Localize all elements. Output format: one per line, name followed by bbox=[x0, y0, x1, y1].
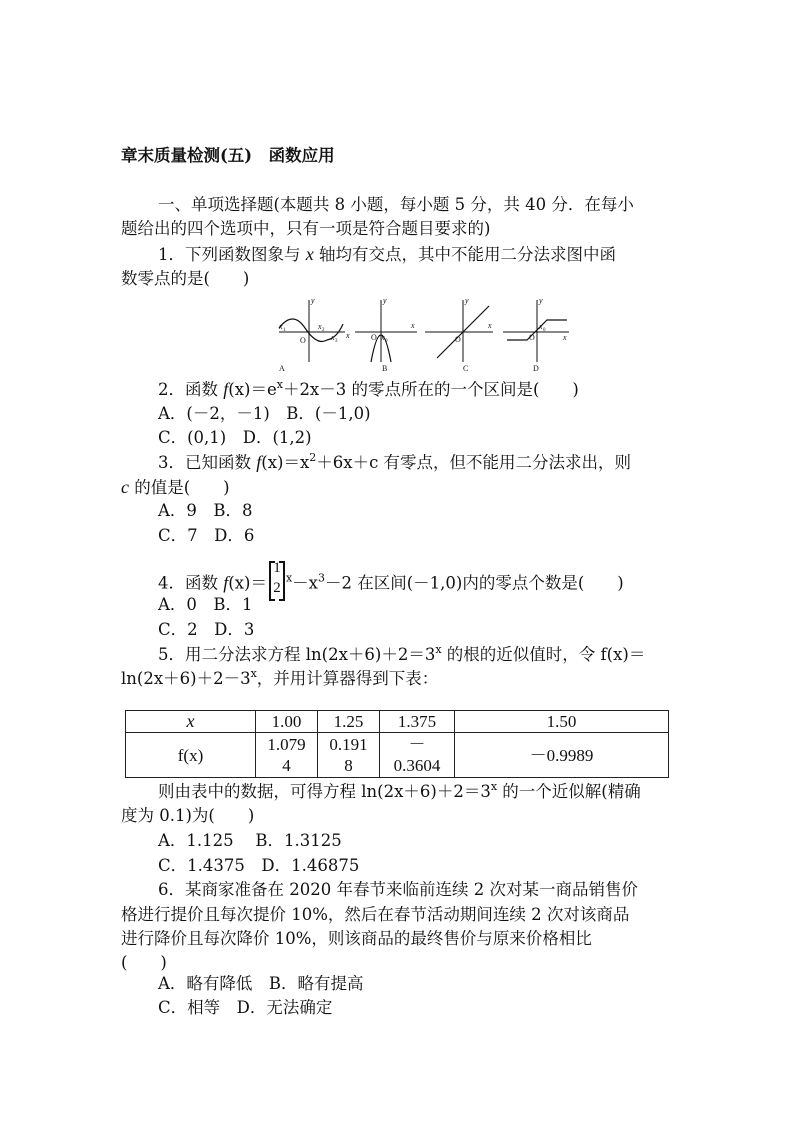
table-cell: f(x) bbox=[126, 733, 256, 778]
svg-text:O: O bbox=[455, 335, 461, 344]
svg-text:x: x bbox=[381, 333, 385, 342]
table-row bbox=[126, 733, 669, 778]
q1-graphs-figure bbox=[275, 294, 575, 374]
q6-stem-line4: ( ) bbox=[121, 953, 167, 972]
q4-stem: 4．函数 f(x)＝ 1 2 $^x-x^3-2$ 在区间(－1,0)内的零点个数是( ) bbox=[158, 569, 624, 599]
graph-a-y-label: y bbox=[311, 296, 315, 305]
q6-options-ab: A．略有降低 B．略有提高 bbox=[158, 974, 364, 993]
q3-options-cd: C．7 D．6 bbox=[158, 526, 255, 545]
graph-a-origin: O bbox=[300, 336, 306, 345]
table-header-cell: 1.375 bbox=[380, 711, 455, 733]
q5-data-table bbox=[125, 710, 669, 778]
table-header-cell: 1.00 bbox=[256, 711, 318, 733]
q6-stem-line3: 进行降价且每次降价 10%，则该商品的最终售价与原来价格相比 bbox=[121, 929, 592, 948]
q5-stem-line1: 5．用二分法求方程 $\ln(2x+6)+2=3^x$ 的根的近似值时，令 f(x)＝ bbox=[158, 643, 646, 664]
graph-a-x3: x bbox=[331, 333, 335, 342]
table-row bbox=[126, 711, 669, 733]
q6-options-cd: C．相等 D．无法确定 bbox=[158, 998, 333, 1017]
table-cell: 0.191 8 bbox=[318, 733, 380, 778]
q5-stem-line2: $\ln(2x+6)+2-3^x$，并用计算器得到下表： bbox=[121, 667, 439, 688]
q4-fraction: 1 2 bbox=[269, 559, 285, 599]
graph-d-caption: D bbox=[533, 364, 539, 373]
q6-stem-line2: 格进行提价且每次提价 10%，然后在春节活动期间连续 2 次对该商品 bbox=[121, 905, 630, 924]
graph-a-caption: A bbox=[279, 364, 285, 373]
q3-options-ab: A．9 B．8 bbox=[158, 501, 253, 520]
table-cell: 1.079 4 bbox=[256, 733, 318, 778]
graph-c bbox=[425, 296, 493, 373]
graph-a bbox=[278, 296, 350, 373]
table-cell: － 0.3604 bbox=[380, 733, 455, 778]
table-cell: －0.9989 bbox=[455, 733, 669, 778]
q1-stem-line2: 数零点的是( ) bbox=[121, 269, 250, 288]
section-heading-line2: 题给出的四个选项中，只有一项是符合题目要求的) bbox=[121, 219, 491, 238]
q3-stem-line1: 3．已知函数 $f(x)=x^2+6x+c$ 有零点，但不能用二分法求出，则 bbox=[158, 451, 632, 472]
svg-text:y: y bbox=[465, 296, 469, 305]
graph-b-caption: B bbox=[382, 364, 388, 373]
table-header-cell: 1.50 bbox=[455, 711, 669, 733]
q5-after-line2: 度为 0.1)为( ) bbox=[121, 806, 255, 825]
table-header-cell: 1.25 bbox=[318, 711, 380, 733]
q2-options-ab: A．(－2，－1) B．(－1,0) bbox=[158, 404, 371, 423]
svg-text:O: O bbox=[371, 333, 377, 342]
svg-text:O: O bbox=[529, 333, 535, 342]
svg-text:0: 0 bbox=[543, 328, 546, 333]
table-header-cell: x bbox=[126, 711, 256, 733]
graph-a-x2: x bbox=[318, 322, 322, 331]
q4-options-ab: A．0 B．1 bbox=[158, 595, 253, 614]
graph-c-caption: C bbox=[463, 364, 469, 373]
svg-text:x: x bbox=[411, 321, 415, 330]
svg-text:3: 3 bbox=[335, 339, 338, 344]
graph-a-x-label: x bbox=[346, 331, 350, 340]
q4-options-cd: C．2 D．3 bbox=[158, 620, 255, 639]
q5-options-ab: A．1.125 B．1.3125 bbox=[158, 831, 342, 850]
q2-stem: 2．函数 $f(x)=e^x+2x-3$ 的零点所在的一个区间是( ) bbox=[158, 378, 579, 399]
svg-text:x: x bbox=[488, 321, 492, 330]
q2-options-cd: C．(0,1) D．(1,2) bbox=[158, 428, 312, 447]
q1-stem-line1: 1．下列函数图象与 x 轴均有交点，其中不能用二分法求图中函 bbox=[158, 244, 616, 264]
svg-text:x: x bbox=[563, 333, 567, 342]
q6-stem-line1: 6．某商家准备在 2020 年春节来临前连续 2 次对某一商品销售价 bbox=[158, 880, 638, 899]
graph-a-x1: x bbox=[279, 322, 283, 331]
svg-text:1: 1 bbox=[283, 328, 286, 333]
svg-text:2: 2 bbox=[322, 328, 325, 333]
svg-text:x: x bbox=[539, 322, 543, 331]
svg-text:0: 0 bbox=[385, 339, 388, 344]
q5-after-line1: 则由表中的数据，可得方程 $\ln(2x+6)+2=3^x$ 的一个近似解(精确 bbox=[158, 780, 641, 801]
page-title: 章末质量检测(五) 函数应用 bbox=[121, 146, 335, 165]
graph-b bbox=[355, 296, 417, 373]
svg-text:y: y bbox=[539, 296, 543, 305]
q3-stem-line2: c 的值是( ) bbox=[121, 477, 230, 497]
section-heading-line1: 一、单项选择题(本题共 8 小题，每小题 5 分，共 40 分．在每小 bbox=[158, 195, 634, 214]
svg-text:y: y bbox=[383, 296, 387, 305]
q5-options-cd: C．1.4375 D．1.46875 bbox=[158, 856, 360, 875]
graph-d bbox=[503, 296, 569, 373]
